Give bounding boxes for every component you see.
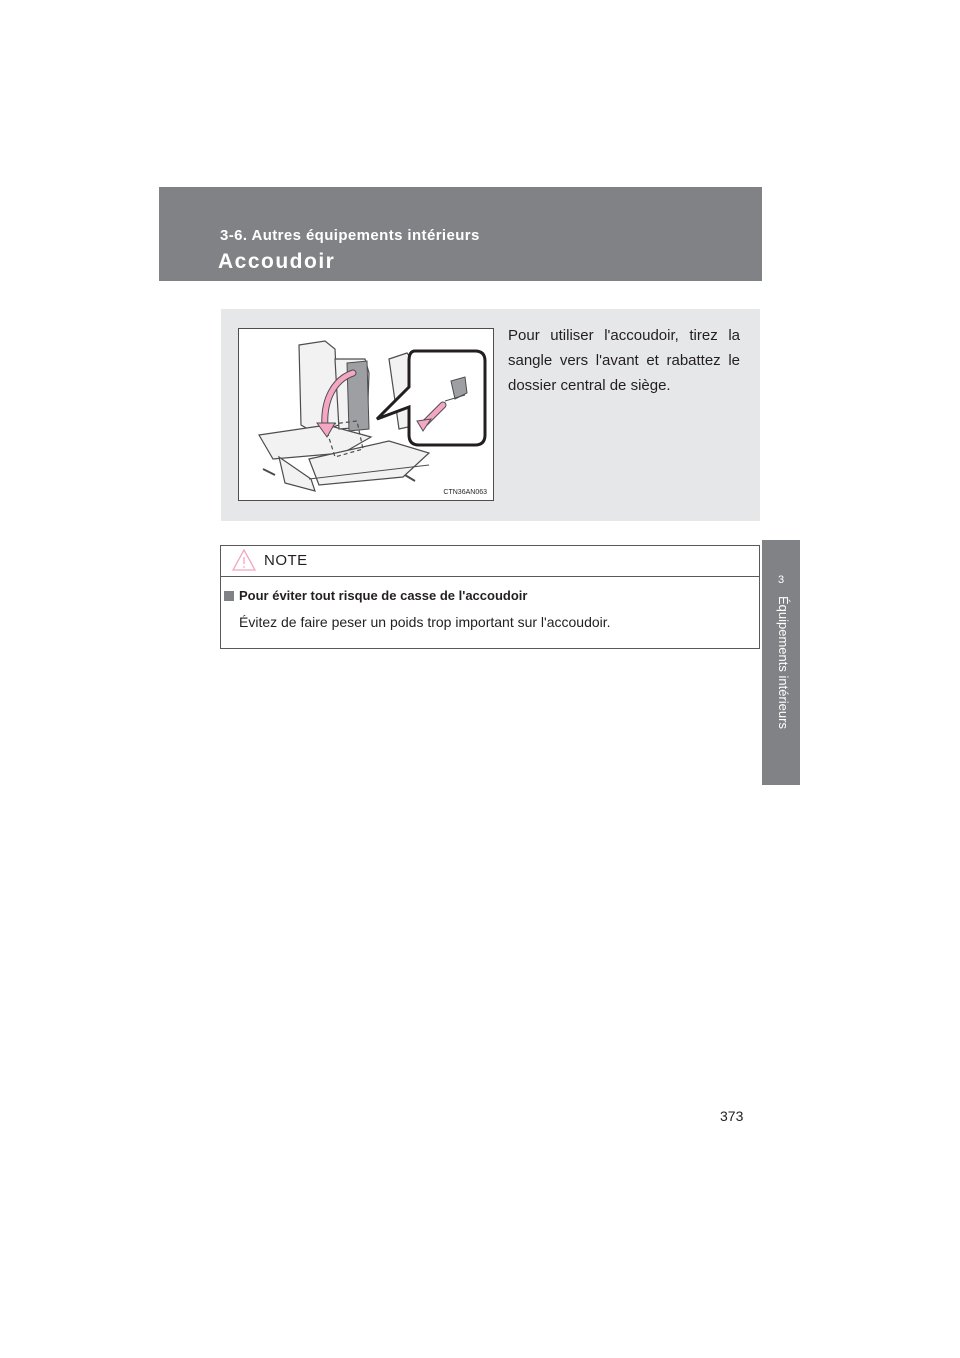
notice-body: Évitez de faire peser un poids trop important sur l'accoudoir. [239,614,611,630]
armrest-info-panel [221,309,760,521]
armrest-illustration [238,328,494,501]
chapter-name: Équipements intérieurs [776,596,791,729]
chapter-number: 3 [777,574,785,586]
notice-box [220,545,760,649]
page-title: Accoudoir [218,250,336,273]
rear-seat-armrest-drawing [239,329,493,500]
notice-header [221,546,759,577]
page-number: 373 [720,1108,744,1124]
square-bullet-icon [224,591,234,601]
section-label: 3-6. Autres équipements intérieurs [220,227,480,244]
page-header [159,187,800,281]
notice-label: NOTE [264,552,308,569]
armrest-instruction: Pour utiliser l'accoudoir, tirez la sangle vers l'avant et rabattez le dossier central de siège. [508,327,740,394]
warning-triangle-icon [232,548,256,572]
notice-heading: Pour éviter tout risque de casse de l'accoudoir [239,588,528,603]
illustration-code: CTN36AN063 [443,489,487,496]
